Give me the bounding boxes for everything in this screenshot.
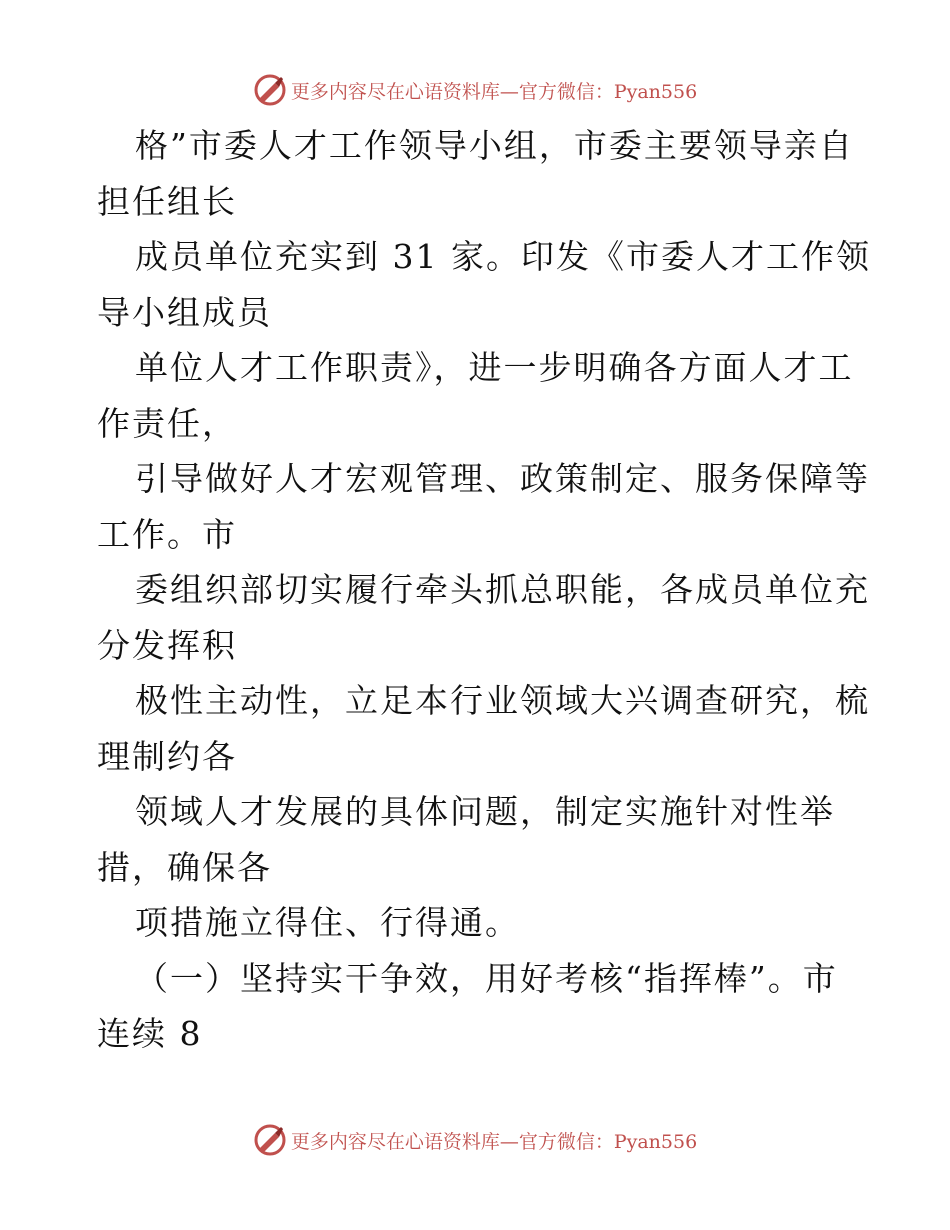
- body-line: 理制约各: [97, 736, 237, 776]
- body-line: 担任组长: [97, 181, 237, 221]
- body-line: 委组织部切实履行牵头抓总职能，各成员单位充: [135, 570, 870, 609]
- body-line: 工作。市: [97, 514, 237, 554]
- watermark-text: 更多内容尽在心语资料库—官方微信：Pyan556: [290, 1130, 698, 1153]
- body-line: 连续 8: [97, 1014, 203, 1053]
- pen-logo-icon: [253, 73, 287, 107]
- body-line: （一）坚持实干争效，用好考核“指挥棒”。市: [135, 958, 838, 998]
- footer-watermark: [0, 1120, 950, 1160]
- body-line: 作责任，: [97, 403, 237, 443]
- body-line: 单位人才工作职责》，进一步明确各方面人才工: [135, 348, 854, 387]
- pen-logo-icon: [253, 1123, 287, 1157]
- body-line: 分发挥积: [97, 625, 237, 665]
- body-line: 措，确保各: [97, 847, 272, 887]
- body-line: 极性主动性，立足本行业领域大兴调查研究，梳: [135, 681, 870, 720]
- body-line: 成员单位充实到 31 家。印发《市委人才工作领: [135, 237, 871, 276]
- body-line: 格”市委人才工作领导小组，市委主要领导亲自: [135, 126, 854, 165]
- body-line: 领域人才发展的具体问题，制定实施针对性举: [135, 792, 835, 831]
- header-watermark: [0, 70, 950, 110]
- body-line: 导小组成员: [97, 292, 272, 332]
- document-body: [97, 118, 871, 1062]
- body-line: 引导做好人才宏观管理、政策制定、服务保障等: [135, 459, 870, 498]
- body-line: 项措施立得住、行得通。: [135, 903, 520, 942]
- watermark-text: 更多内容尽在心语资料库—官方微信：Pyan556: [290, 80, 698, 103]
